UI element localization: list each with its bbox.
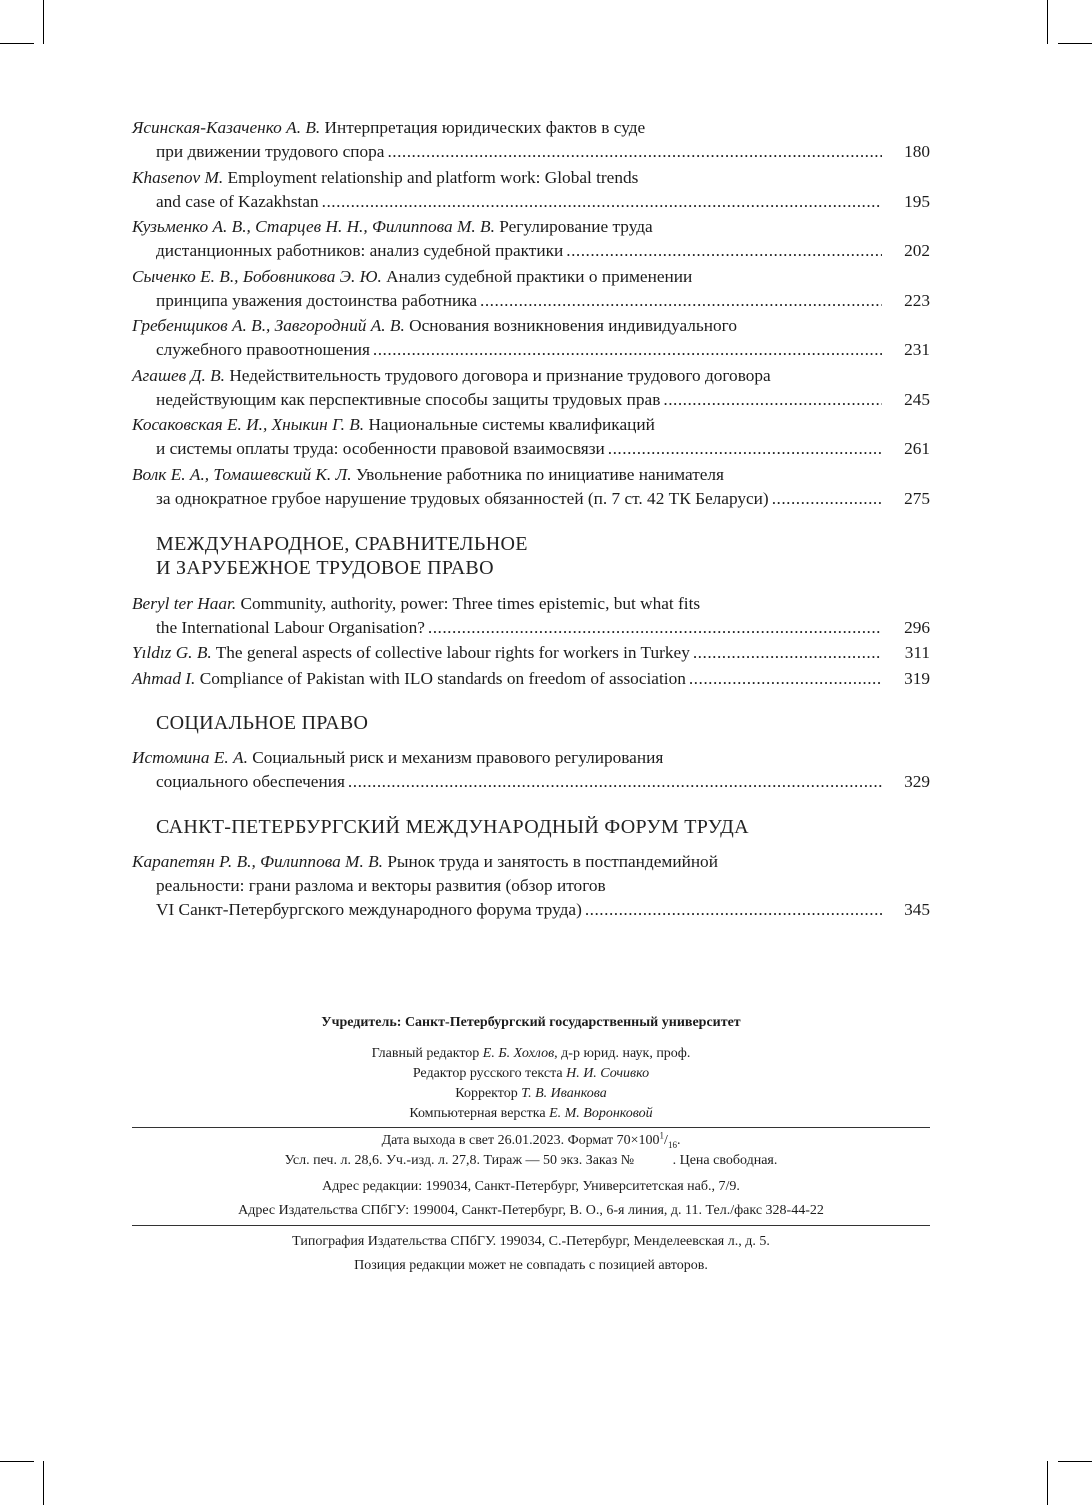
release-line: Дата выхода в свет 26.01.2023. Формат $70\times 100^1/_{16}$. xyxy=(381,1130,681,1150)
toc-title: Анализ судебной практики о применении xyxy=(386,266,693,286)
page-number: 311 xyxy=(904,643,930,662)
section-heading-line: И ЗАРУБЕЖНОЕ ТРУДОВОЕ ПРАВО xyxy=(156,556,494,579)
toc-author: Волк Е. А., Томашевский К. Л. xyxy=(132,464,352,484)
toc-entry[interactable] xyxy=(132,364,930,412)
section-heading xyxy=(132,532,930,580)
toc-entry[interactable] xyxy=(132,215,930,263)
section-heading: СОЦИАЛЬНОЕ ПРАВО xyxy=(156,711,369,734)
divider xyxy=(132,1127,930,1128)
page-number: 296 xyxy=(904,617,930,637)
page-number: 195 xyxy=(904,191,930,211)
crop-mark xyxy=(43,1461,44,1505)
ru-editor-line: Редактор русского текста Н. И. Сочивко xyxy=(412,1066,650,1081)
dot-leader xyxy=(428,616,882,640)
dot-leader xyxy=(387,140,882,164)
crop-mark xyxy=(1058,43,1092,44)
toc-title-cont: дистанционных работников: анализ судебной практики xyxy=(156,241,564,260)
dot-leader xyxy=(373,338,882,362)
toc-title: Недействительность трудового договора и признание трудового договора xyxy=(229,365,771,385)
toc-author: Истомина Е. А. xyxy=(132,747,248,767)
toc-title: Увольнение работника по инициативе нанимателя xyxy=(355,464,724,484)
toc-title: Интерпретация юридических фактов в суде xyxy=(324,118,646,137)
chief-editor-line: Главный редактор Е. Б. Хохлов, д-р юрид. наук, проф. xyxy=(371,1046,691,1061)
dot-leader xyxy=(585,898,882,922)
crop-mark xyxy=(43,0,44,44)
divider xyxy=(132,1225,930,1226)
page-number: 180 xyxy=(904,142,930,161)
toc-title: The general aspects of collective labour rights for workers in Turkey xyxy=(215,643,690,662)
toc-author: Агашев Д. В. xyxy=(132,365,225,385)
page-number: 245 xyxy=(904,389,930,409)
print-line: Усл. печ. л. 28,6. Уч.-изд. л. 27,8. Тираж — 50 экз. Заказ № . Цена свободная. xyxy=(284,1153,778,1168)
page-number: 231 xyxy=(904,340,930,359)
toc-title-cont: служебного правоотношения xyxy=(156,340,370,359)
page-number: 319 xyxy=(904,668,930,688)
dot-leader xyxy=(608,437,882,461)
toc-title: Регулирование труда xyxy=(499,217,653,236)
crop-mark xyxy=(1047,1461,1048,1505)
page-number: 223 xyxy=(904,290,930,310)
printing-house: Типография Издательства СПбГУ. 199034, С.-Петербург, Менделеевская л., д. 5. xyxy=(292,1234,770,1249)
toc-title-cont: реальности: грани разлома и векторы развития (обзор итогов xyxy=(156,875,606,895)
toc-entry[interactable] xyxy=(132,463,930,511)
dot-leader xyxy=(693,641,882,665)
toc-title: Рынок труда и занятость в постпандемийной xyxy=(387,851,718,871)
toc-title-cont: и системы оплаты труда: особенности правовой взаимосвязи xyxy=(156,439,605,458)
toc-author: Кузьменко А. В., Старцев Н. Н., Филиппова М. В. xyxy=(132,217,495,236)
toc-title: Community, authority, power: Three times epistemic, but what fits xyxy=(240,593,701,613)
dot-leader xyxy=(480,289,882,313)
toc-author: Ясинская-Казаченко А. В. xyxy=(132,118,321,137)
publisher-address: Адрес Издательства СПбГУ: 199004, Санкт-Петербург, В. О., 6-я линия, д. 11. Тел./факс 328-44-22 xyxy=(238,1203,824,1218)
crop-mark xyxy=(0,43,34,44)
toc-author: Beryl ter Haar. xyxy=(132,593,237,613)
toc-author: Карапетян Р. В., Филиппова М. В. xyxy=(132,851,383,871)
toc-author: Khasenov M. xyxy=(132,167,224,187)
section-heading-line: МЕЖДУНАРОДНОЕ, СРАВНИТЕЛЬНОЕ xyxy=(156,532,528,555)
dot-leader xyxy=(689,667,882,691)
toc-title: Employment relationship and platform work: Global trends xyxy=(227,167,639,187)
toc-entry[interactable] xyxy=(132,592,930,640)
corrector-line: Корректор Т. В. Иванкова xyxy=(455,1086,607,1101)
crop-mark xyxy=(1058,1461,1092,1462)
dot-leader xyxy=(566,239,882,263)
disclaimer: Позиция редакции может не совпадать с позицией авторов. xyxy=(354,1258,708,1273)
toc-entry[interactable] xyxy=(132,314,930,362)
page-number: 202 xyxy=(904,241,930,260)
toc-title-cont: недействующим как перспективные способы защиты трудовых прав xyxy=(156,389,661,409)
toc-title-cont: and case of Kazakhstan xyxy=(156,191,319,211)
toc-entry[interactable] xyxy=(132,667,930,691)
toc-title-cont: социального обеспечения xyxy=(156,771,345,791)
toc-title-cont: при движении трудового спора xyxy=(156,142,385,161)
toc-entry[interactable] xyxy=(132,166,930,214)
toc-title: Основания возникновения индивидуального xyxy=(409,316,737,335)
toc-title: Социальный риск и механизм правового регулирования xyxy=(252,747,664,767)
founder-line: Учредитель: Санкт-Петербургский государственный университет xyxy=(321,1015,741,1030)
toc-entry[interactable] xyxy=(132,116,930,164)
toc-author: Yıldız G. B. xyxy=(132,643,212,662)
toc-title: Compliance of Pakistan with ILO standards on freedom of association xyxy=(199,668,686,688)
toc-author: Ahmad I. xyxy=(132,668,196,688)
section-heading: САНКТ-ПЕТЕРБУРГСКИЙ МЕЖДУНАРОДНЫЙ ФОРУМ ТРУДА xyxy=(156,815,749,838)
toc-title-cont: the International Labour Organisation? xyxy=(156,617,425,637)
dot-leader xyxy=(772,487,882,511)
toc-entry[interactable] xyxy=(132,746,930,794)
page-number: 329 xyxy=(904,771,930,791)
table-of-contents xyxy=(132,116,930,923)
toc-entry[interactable] xyxy=(132,641,930,665)
toc-entry[interactable] xyxy=(132,265,930,313)
crop-mark xyxy=(0,1461,34,1462)
toc-entry[interactable] xyxy=(132,413,930,461)
toc-title-cont: VI Санкт-Петербургского международного форума труда) xyxy=(156,899,582,919)
dot-leader xyxy=(322,190,882,214)
page-number: 261 xyxy=(904,439,930,458)
toc-title-cont: принципа уважения достоинства работника xyxy=(156,290,478,310)
editorial-address: Адрес редакции: 199034, Санкт-Петербург, Университетская наб., 7/9. xyxy=(322,1179,740,1194)
page-number: 275 xyxy=(904,488,930,508)
imprint-block xyxy=(132,1013,930,1276)
page-number: 345 xyxy=(904,899,930,919)
layout-line: Компьютерная верстка Е. М. Воронковой xyxy=(409,1106,653,1121)
toc-author: Косаковская Е. И., Хныкин Г. В. xyxy=(132,415,365,434)
dot-leader xyxy=(663,388,882,412)
dot-leader xyxy=(348,770,882,794)
toc-title-cont: за однократное грубое нарушение трудовых обязанностей (п. 7 ст. 42 ТК Беларуси) xyxy=(156,488,769,508)
toc-author: Гребенщиков А. В., Завгородний А. В. xyxy=(132,316,405,335)
toc-entry[interactable] xyxy=(132,850,930,922)
crop-mark xyxy=(1047,0,1048,44)
toc-author: Сыченко Е. В., Бобовникова Э. Ю. xyxy=(132,266,382,286)
toc-title: Национальные системы квалификаций xyxy=(368,415,655,434)
